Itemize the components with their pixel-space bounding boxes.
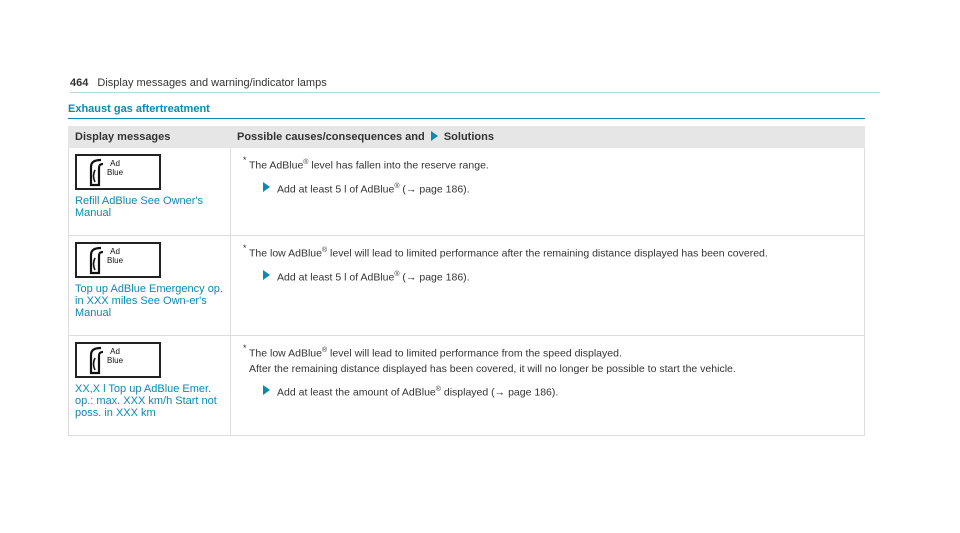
solution-part-b: ( [399, 183, 406, 195]
lamp-label-line1: Ad [110, 347, 120, 356]
table-row [69, 148, 865, 236]
solution-text [237, 180, 858, 197]
page-number: 464 [70, 77, 89, 89]
lamp-label-line1: Ad [110, 159, 120, 168]
page-ref-arrow-icon: → [405, 271, 417, 283]
cause-extra-text: After the remaining distance displayed has been covered, it will no longer be possible to start the vehicle. [249, 362, 736, 375]
solution-part-a: Add at least 5 l of AdBlue [277, 183, 395, 195]
table-header-row [69, 127, 865, 148]
column-header-causes [231, 127, 865, 148]
lamp-label-line2: Blue [107, 168, 124, 177]
cause-text [237, 155, 858, 174]
adblue-indicator-lamp-icon [75, 154, 161, 190]
footnote-star: * [243, 243, 247, 253]
footnote-star: * [243, 343, 247, 353]
page-title: Display messages and warning/indicator lamps [97, 77, 327, 89]
registered-mark: ® [321, 247, 328, 254]
solution-text [237, 268, 858, 285]
cause-text [237, 243, 858, 262]
cause-solution-cell [231, 236, 865, 336]
solution-part-a: Add at least 5 l of AdBlue [277, 271, 395, 283]
cause-solution-cell [231, 148, 865, 236]
registered-mark: ® [394, 270, 400, 278]
lamp-label-line2: Blue [107, 356, 124, 365]
solution-arrow-icon [431, 131, 438, 141]
lamp-label [107, 247, 123, 265]
solution-part-b: displayed ( [440, 386, 495, 398]
fuel-nozzle-icon [87, 158, 107, 188]
lamp-label-line1: Ad [110, 247, 120, 256]
display-message-text: Top up AdBlue Emergency op. in XXX miles See Own-er's Manual [75, 283, 223, 319]
fuel-nozzle-icon [87, 346, 107, 376]
adblue-indicator-lamp-icon [75, 342, 161, 378]
message-cell [69, 236, 231, 336]
cause-part-b: level will lead to limited performance from the speed displayed. [327, 347, 622, 360]
cause-part-a: The low AdBlue [249, 247, 322, 260]
cause-part-a: The AdBlue [249, 159, 304, 172]
registered-mark: ® [394, 182, 400, 190]
solutions-header-label: Solutions [443, 131, 494, 143]
lamp-label [107, 347, 123, 365]
page-reference-link[interactable]: page 186). [419, 183, 470, 195]
header-divider [70, 92, 880, 93]
action-arrow-icon [263, 270, 270, 280]
display-message-text: XX,X l Top up AdBlue Emer. op.: max. XXX km/h Start not poss. in XXX km [75, 383, 217, 419]
display-messages-table [68, 126, 865, 436]
section-divider [68, 118, 865, 119]
lamp-label-line2: Blue [107, 256, 124, 265]
cause-part-b: level has fallen into the reserve range. [308, 159, 489, 172]
registered-mark: ® [303, 159, 309, 166]
registered-mark: ® [321, 347, 328, 354]
message-cell [69, 148, 231, 236]
cause-part-b: level will lead to limited performance after the remaining distance displayed has been covered. [327, 247, 768, 260]
solution-part-a: Add at least the amount of AdBlue [277, 386, 436, 398]
cause-part-a: The low AdBlue [249, 347, 322, 360]
registered-mark: ® [435, 385, 441, 393]
table-row [69, 336, 865, 436]
causes-header-label: Possible causes/consequences and [237, 131, 425, 143]
section-title: Exhaust gas aftertreatment [68, 103, 210, 115]
display-message-text: Refill AdBlue See Owner's Manual [75, 195, 204, 219]
solution-text [237, 383, 858, 400]
solution-part-b: ( [399, 271, 406, 283]
page-ref-arrow-icon: → [405, 183, 417, 195]
cause-text [237, 343, 858, 377]
cause-solution-cell [231, 336, 865, 436]
action-arrow-icon [263, 182, 270, 192]
footnote-star: * [243, 155, 247, 165]
page-reference-link[interactable]: page 186). [508, 386, 559, 398]
message-cell [69, 336, 231, 436]
page-header [70, 77, 880, 89]
fuel-nozzle-icon [87, 246, 107, 276]
lamp-label [107, 159, 123, 177]
page-reference-link[interactable]: page 186). [419, 271, 470, 283]
adblue-indicator-lamp-icon [75, 242, 161, 278]
action-arrow-icon [263, 385, 270, 395]
page-ref-arrow-icon: → [494, 386, 506, 398]
table-row [69, 236, 865, 336]
column-header-messages: Display messages [69, 127, 231, 148]
